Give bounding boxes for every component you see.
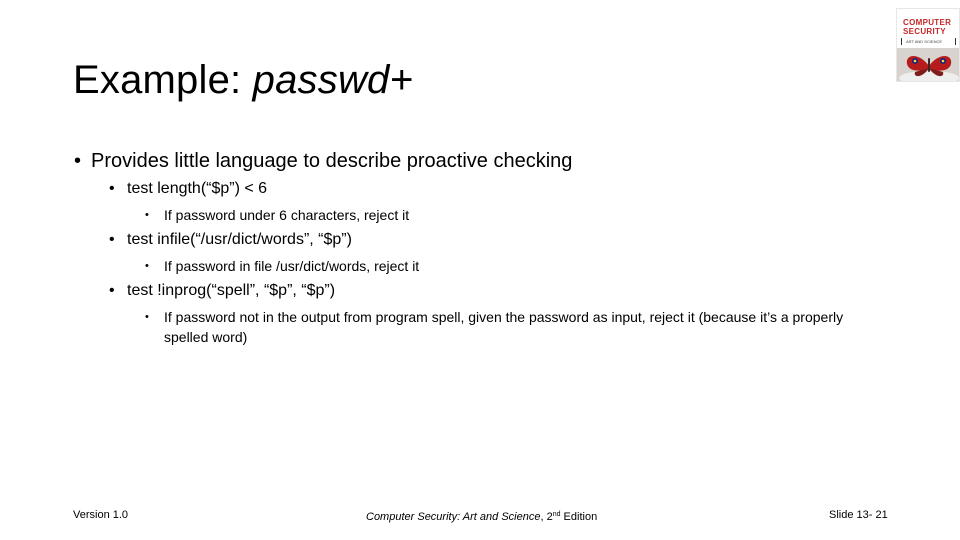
slide-title [73, 52, 413, 108]
footer-edition-sep: , [540, 511, 547, 523]
book-cover-title-line1: COMPUTER [903, 18, 952, 27]
footer-book-title [366, 507, 597, 525]
bullet-glyph: • [109, 282, 115, 299]
bullet-level2-text: test length(“$p”) < 6 [127, 180, 268, 197]
bullet-glyph: • [145, 311, 149, 323]
title-prefix: Example: [73, 58, 253, 102]
bullet-level2-infile [109, 229, 352, 251]
bullet-level3-infile [145, 256, 420, 276]
book-cover-thumbnail [896, 8, 960, 82]
bullet-level2-text: test !inprog(“spell”, “$p”, “$p”) [127, 282, 336, 299]
book-cover-title-line2: SECURITY [903, 27, 946, 36]
bullet-level3-inprog [145, 307, 876, 347]
bullet-level3-length [145, 205, 410, 225]
footer-slide-number: Slide 13- 21 [829, 509, 888, 521]
bullet-glyph: • [145, 209, 149, 221]
footer-version: Version 1.0 [73, 509, 129, 521]
bullet-glyph: • [109, 231, 115, 248]
footer-book-name: Computer Security: Art and Science [366, 511, 541, 523]
bullet-glyph: • [145, 260, 149, 272]
bullet-level3-text: If password under 6 characters, reject it [164, 207, 410, 223]
book-cover-subtitle: ART AND SCIENCE [906, 39, 943, 44]
bullet-level3-text: If password in file /usr/dict/words, reject it [164, 258, 420, 274]
bullet-level2-text: test infile(“/usr/dict/words”, “$p”) [127, 231, 352, 248]
footer-edition-num: 2 [546, 511, 553, 523]
bullet-level2-length [109, 178, 268, 200]
bullet-glyph: • [109, 180, 115, 197]
footer-edition-sup: nd [552, 511, 561, 518]
title-command: passwd+ [252, 58, 414, 102]
bullet-level1-text: Provides little language to describe proactive checking [91, 150, 573, 172]
bullet-level3-text: If password not in the output from program spell, given the password as input, reject it (because it’s a properly spelled word) [164, 309, 844, 345]
butterfly-image [897, 48, 960, 82]
footer-edition-word: Edition [560, 511, 598, 523]
bullet-glyph: • [74, 150, 82, 172]
bullet-level1 [74, 147, 573, 175]
bullet-level2-inprog [109, 280, 336, 302]
